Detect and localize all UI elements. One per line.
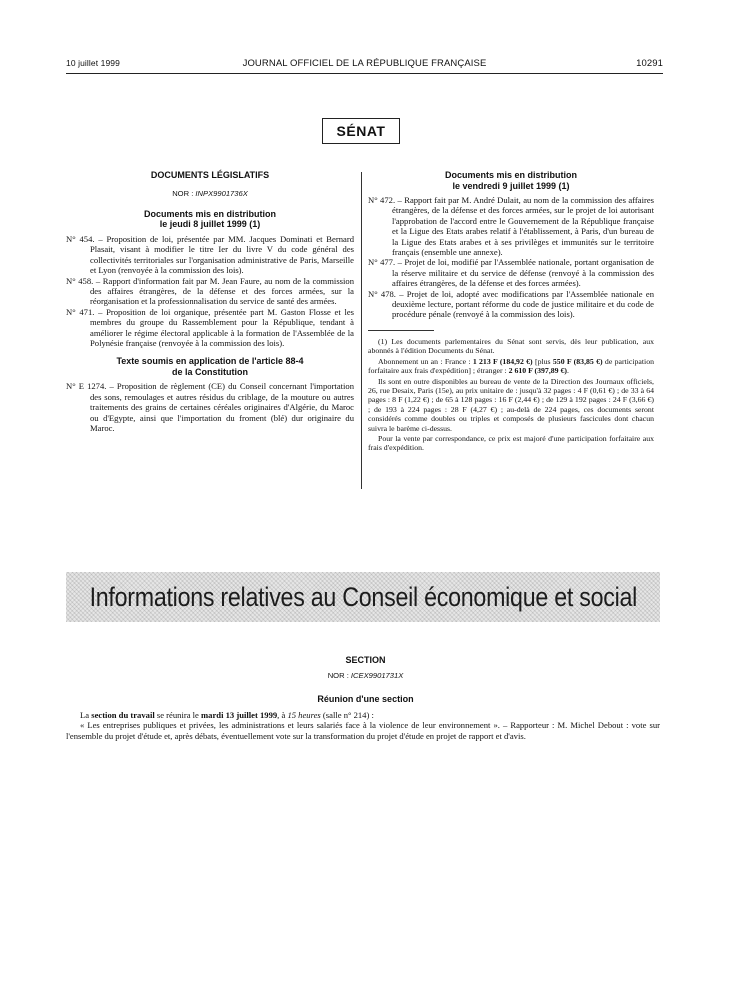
p1-d: mardi 13 juillet 1999 — [201, 710, 278, 720]
right-dist-heading-2: le vendredi 9 juillet 1999 (1) — [452, 180, 570, 191]
texte-heading-1: Texte soumis en application de l'article 88-4 — [116, 356, 304, 367]
entry-number: N° E 1274. — [66, 381, 107, 392]
entry-number: N° 471. — [66, 306, 95, 317]
texte-heading-2: de la Constitution — [172, 366, 248, 377]
abonnement-g: . — [567, 366, 569, 376]
section-nor-code: ICEX9901731X — [350, 671, 404, 680]
abonnement-c: [plus — [532, 356, 553, 366]
abonnement-a: Abonnement un an : France : — [378, 356, 473, 366]
footnote-abonnement — [368, 357, 654, 376]
p1-b: section du travail — [91, 710, 155, 720]
abonnement-f: 2 610 F (397,89 €) — [508, 366, 568, 376]
p1-g: (salle n° 214) : — [320, 710, 374, 720]
page-header — [66, 58, 663, 72]
entry-number: N° 458. — [66, 275, 94, 286]
left-column — [66, 170, 354, 433]
footnote-rule — [368, 330, 434, 331]
list-item — [368, 257, 654, 288]
entry-text: – Proposition de règlement (CE) du Conseil concernant l'importation des sons, remoulages et autres résidus du criblage, de la mouture ou autres traitements des grains de certaines céréales originaires d'Algérie, du Maroc ou d'Egypte, ainsi que l'importation du froment (blé) dur originaire du Maroc. — [90, 381, 354, 433]
section-nor-label: NOR : — [327, 671, 351, 680]
page-number: 10291 — [636, 58, 663, 69]
header-rule — [66, 73, 663, 74]
entry-number: N° 454. — [66, 233, 95, 244]
entry-text: – Rapport fait par M. André Dulait, au nom de la commission des affaires étrangères, de la défense et des forces armées, sur le projet de loi autorisant l'approbation de l'accord entre le Gouvernement de la République française et la Ligue des Etats arabes relatif à l'établissement, à Paris, d'un bureau de la Ligue des Etats arabes et à ses privilèges et immunités sur le territoire français (ensemble une annexe). — [392, 195, 654, 258]
entry-number: N° 477. — [368, 257, 396, 268]
left-nor — [66, 189, 354, 199]
ces-banner — [66, 572, 660, 622]
section-nor — [0, 671, 731, 680]
list-item — [66, 307, 354, 349]
footnote-correspondance: Pour la vente par correspondance, ce prix est majoré d'une participation forfaitaire aux frais d'expédition. — [368, 433, 654, 453]
column-divider — [361, 172, 362, 489]
entry-text: – Projet de loi, adopté avec modifications par l'Assemblée nationale en deuxième lecture, portant réforme du code de justice militaire et du code de procédure pénale (renvoyé à la commission des lois). — [392, 288, 654, 320]
header-date: 10 juillet 1999 — [66, 58, 120, 68]
entry-text: – Rapport d'information fait par M. Jean Faure, au nom de la commission des affaires étrangères, de la défense et des forces armées, sur la réorganisation et la professionnalisation du service de santé des armées. — [90, 275, 354, 307]
list-item — [66, 381, 354, 433]
footnote-vente: Ils sont en outre disponibles au bureau de vente de la Direction des Journaux officiels, 26, rue Desaix, Paris (15e), au prix unitaire de : jusqu'à 32 pages : 4 F (0,61 €) ; de 33 à 64 pages : 8 F (1,22 €) ; de 65 à 128 pages : 16 F (2,44 €) ; de 129 à 192 pages : 24 F (3,66 €) ; de 193 à 224 pages : 28 F (4,27 €) ; au-delà de 224 pages, ces documents seront considérés comme doubles ou triples et composés de plusieurs fascicules dont chacun suivra le barème ci-dessus. — [368, 376, 654, 433]
documents-legislatifs-heading: DOCUMENTS LÉGISLATIFS — [150, 170, 270, 180]
senat-title: SÉNAT — [336, 123, 386, 139]
right-dist-heading-1: Documents mis en distribution — [444, 170, 577, 180]
section-body — [66, 710, 660, 741]
banner-title: Informations relatives au Conseil économique et social — [89, 581, 637, 612]
reunion-heading: Réunion d'une section — [317, 694, 414, 704]
abonnement-b: 1 213 F (184,92 €) — [472, 356, 533, 366]
entry-text: – Proposition de loi organique, présentée part M. Gaston Flosse et les membres du groupe du Rassemblement pour la République, tendant à améliorer le régime électoral applicable à la formation de l'Assemblée de la Polynésie française (renvoyée à la commission des lois). — [90, 306, 354, 348]
left-nor-label: NOR : — [172, 188, 196, 198]
abonnement-d: 550 F (83,85 €) — [552, 356, 603, 366]
right-column — [368, 170, 654, 454]
entry-text: – Projet de loi, modifié par l'Assemblée nationale, portant organisation de la réserve militaire et du service de défense (renvoyé à la commission des affaires étrangères, de la défense et des forces armées). — [392, 257, 654, 289]
senat-box — [322, 118, 400, 144]
footnote-1: (1) Les documents parlementaires du Sénat sont servis, dès leur publication, aux abonnés à l'édition Documents du Sénat. — [368, 336, 654, 356]
abonnement-e: de participation forfaitaire aux frais d'expédition] ; étranger : — [368, 356, 655, 376]
section-title: SECTION — [345, 655, 386, 665]
left-dist-heading-2: le jeudi 8 juillet 1999 (1) — [159, 219, 261, 230]
p1-a: La — [80, 710, 92, 720]
left-nor-code: INPX9901736X — [195, 188, 248, 198]
list-item — [66, 276, 354, 307]
section-paragraph-1 — [66, 710, 660, 720]
entry-number: N° 472. — [368, 195, 396, 205]
section-paragraph-2: « Les entreprises publiques et privées, les administrations et leurs salariés face à la violence de leur environnement ». – Rapporteur : M. Michel Debout : vote sur l'ensemble du projet d'étude et, après débats, éventuellement vote sur la transformation du projet d'étude en projet de rapport et d'avis. — [66, 720, 660, 741]
p1-c: se réunira le — [154, 710, 202, 720]
list-item — [368, 289, 654, 320]
left-dist-heading-1: Documents mis en distribution — [143, 208, 276, 219]
p1-e: , à — [277, 710, 288, 720]
list-item — [368, 195, 654, 257]
journal-title: JOURNAL OFFICIEL DE LA RÉPUBLIQUE FRANÇAISE — [242, 58, 487, 69]
entry-text: – Proposition de loi, présentée par MM. Jacques Dominati et Bernard Plasait, visant à modifier le titre Ier du livre V du code général des collectivités territoriales sur l'organisation administrative de Paris, Marseille et Lyon (renvoyée à la commission des lois). — [90, 233, 354, 276]
list-item — [66, 234, 354, 276]
entry-number: N° 478. — [368, 288, 396, 299]
p1-f: 15 heures — [287, 710, 321, 720]
